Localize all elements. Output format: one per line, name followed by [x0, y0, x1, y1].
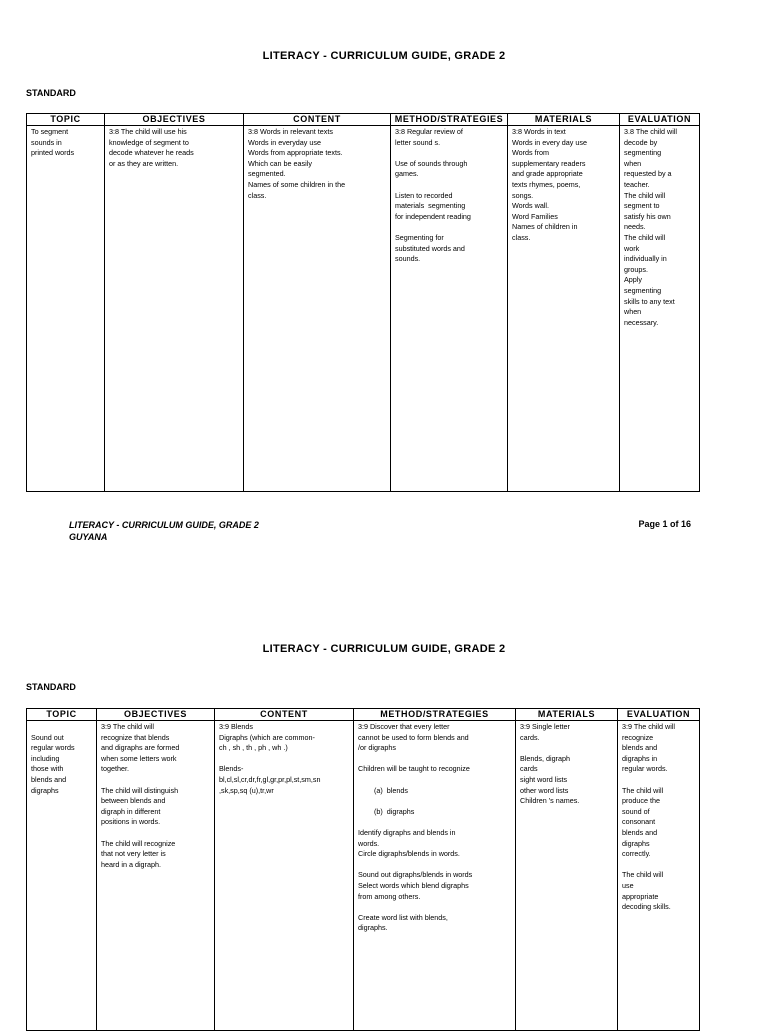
cell-text-line: songs.	[512, 190, 534, 200]
cell-text-line: needs.	[624, 222, 646, 232]
cell-text-line: The child will recognize	[101, 838, 176, 848]
cell-text-line: digraphs	[31, 785, 59, 795]
cell-text-line: teacher.	[624, 179, 650, 189]
footer-country: GUYANA	[69, 532, 108, 542]
cell-text-line: 3:9 The child will	[622, 722, 676, 731]
cell-text-line: Children will be taught to recognize	[358, 764, 470, 774]
cell-text-line: Words wall.	[512, 201, 550, 211]
cell-text-line: The child will distinguish	[101, 785, 179, 795]
cell-text-line: Listen to recorded	[395, 190, 453, 200]
cell-materials	[516, 721, 618, 1031]
cell-text-line: supplementary readers	[512, 158, 586, 168]
header-materials: MATERIALS	[508, 114, 620, 126]
header-content: CONTENT	[215, 709, 354, 721]
cell-text-line: 3:9 The child will	[101, 722, 155, 731]
cell-text-line: 3:9 Blends	[219, 722, 253, 731]
header-topic: TOPIC	[27, 114, 105, 126]
cell-text-line	[395, 148, 504, 159]
table-header-row	[27, 114, 700, 126]
cell-text-line: segment to	[624, 201, 660, 211]
cell-text-line	[101, 828, 211, 839]
cell-text-line: The child will	[624, 190, 666, 200]
cell-text-line: heard in a digraph.	[101, 859, 161, 869]
table-header-row	[27, 709, 700, 721]
cell-text-line: sight word lists	[520, 774, 568, 784]
cell-evaluation	[618, 721, 700, 1031]
cell-text-line	[622, 860, 696, 871]
cell-text-line: The child will	[622, 870, 664, 880]
cell-text-line: when	[624, 307, 642, 317]
cell-text-line: class.	[512, 232, 531, 242]
cell-text-line: work	[624, 243, 640, 253]
page-title: LITERACY - CURRICULUM GUIDE, GRADE 2	[262, 643, 506, 655]
cell-text-line: or as they are written.	[109, 158, 179, 168]
header-objectives: OBJECTIVES	[105, 114, 244, 126]
header-evaluation: EVALUATION	[618, 709, 700, 721]
cell-text-line: Create word list with blends,	[358, 912, 448, 922]
cell-text-line: Circle digraphs/blends in words.	[358, 849, 460, 859]
cell-topic	[27, 126, 105, 492]
cell-text-line	[358, 754, 512, 765]
cell-text-line: digraph in different	[101, 806, 161, 816]
cell-text-line: segmented.	[248, 169, 286, 179]
cell-text-line: Select words which blend digraphs	[358, 880, 469, 890]
cell-text-line: decoding skills.	[622, 902, 671, 912]
cell-text-line: for independent reading	[395, 211, 471, 221]
page-title: LITERACY - CURRICULUM GUIDE, GRADE 2	[262, 50, 506, 62]
cell-text-line: cannot be used to form blends and	[358, 732, 469, 742]
cell-objectives	[105, 126, 244, 492]
cell-text-line: (b) digraphs	[358, 806, 415, 816]
cell-text-line: Which can be easily	[248, 158, 312, 168]
cell-text-line: Blends, digraph	[520, 753, 570, 763]
cell-text-line: between blends and	[101, 796, 166, 806]
footer-title: LITERACY - CURRICULUM GUIDE, GRADE 2	[69, 520, 259, 530]
cell-text-line: Sound out digraphs/blends in words	[358, 870, 473, 880]
cell-content	[215, 721, 354, 1031]
cell-text-line: and grade appropriate	[512, 169, 583, 179]
cell-text-line: 3:9 Single letter	[520, 722, 570, 731]
cell-text-line: when some letters work	[101, 753, 177, 763]
cell-text-line: appropriate	[622, 891, 659, 901]
header-evaluation: EVALUATION	[620, 114, 700, 126]
cell-text-line: digraphs	[622, 838, 650, 848]
cell-text-line: blends and	[622, 743, 658, 753]
cell-text-line: Digraphs (which are common-	[219, 732, 315, 742]
header-content: CONTENT	[244, 114, 391, 126]
cell-text-line: Use of sounds through	[395, 158, 468, 168]
cell-text-line: individually in	[624, 254, 667, 264]
cell-text-line: 3.8 The child will	[624, 127, 678, 136]
cell-text-line: segmenting	[624, 285, 662, 295]
cell-text-line: 3:8 The child will use his	[109, 127, 187, 136]
cell-text-line: Segmenting for	[395, 232, 444, 242]
cell-text-line: The child will	[622, 785, 664, 795]
cell-text-line: recognize	[622, 732, 654, 742]
cell-text-line	[358, 902, 512, 913]
cell-text-line	[219, 754, 350, 765]
cell-text-line	[395, 222, 504, 233]
cell-text-line: Identify digraphs and blends in	[358, 827, 456, 837]
cell-topic	[27, 721, 97, 1031]
cell-content	[244, 126, 391, 492]
cell-text-line: 3:8 Words in relevant texts	[248, 127, 333, 136]
cell-text-line: regular words.	[622, 764, 668, 774]
curriculum-table	[26, 708, 700, 1031]
cell-text-line: and digraphs are formed	[101, 743, 180, 753]
cell-text-line: from among others.	[358, 891, 421, 901]
cell-text-line: recognize that blends	[101, 732, 170, 742]
cell-text-line: including	[31, 753, 60, 763]
cell-text-line	[358, 817, 512, 828]
cell-text-line: Sound out	[31, 732, 64, 742]
cell-text-line: knowledge of segment to	[109, 137, 189, 147]
cell-text-line: games.	[395, 169, 419, 179]
cell-text-line: substituted words and	[395, 243, 465, 253]
curriculum-table	[26, 113, 700, 492]
cell-text-line: digraphs in	[622, 753, 658, 763]
cell-text-line: 3:9 Discover that every letter	[358, 722, 450, 731]
cell-text-line: To segment	[31, 127, 69, 136]
cell-text-line: /or digraphs	[358, 743, 396, 753]
cell-text-line: consonant	[622, 817, 656, 827]
page-number: Page 1 of 16	[638, 519, 691, 529]
cell-text-line: decode whatever he reads	[109, 148, 194, 158]
cell-text-line: digraphs.	[358, 923, 388, 933]
cell-text-line: that not very letter is	[101, 849, 166, 859]
cell-text-line: materials segmenting	[395, 201, 466, 211]
cell-text-line: blends and	[31, 774, 67, 784]
cell-text-line: correctly.	[622, 849, 651, 859]
header-method-strategies: METHOD/STRATEGIES	[391, 114, 508, 126]
cell-text-line: (a) blends	[358, 785, 408, 795]
cell-text-line: Blends-	[219, 764, 244, 774]
cell-text-line: skills to any text	[624, 296, 675, 306]
header-topic: TOPIC	[27, 709, 97, 721]
cell-materials	[508, 126, 620, 492]
cell-text-line	[358, 796, 512, 807]
cell-text-line	[520, 743, 614, 754]
cell-text-line: Words from	[512, 148, 550, 158]
cell-text-line: Word Families	[512, 211, 558, 221]
cell-text-line: regular words	[31, 743, 75, 753]
cell-text-line: decode by	[624, 137, 658, 147]
cell-text-line: Children 's names.	[520, 796, 580, 806]
cell-text-line: groups.	[624, 264, 648, 274]
cell-text-line: sounds.	[395, 254, 421, 264]
cell-text-line: Names of some children in the	[248, 179, 346, 189]
cell-text-line: segmenting	[624, 148, 662, 158]
cell-text-line: blends and	[622, 827, 658, 837]
cell-text-line: together.	[101, 764, 129, 774]
cell-text-line: ch , sh , th , ph , wh .)	[219, 743, 288, 753]
cell-text-line: ,sk,sp,sq (u),tr,wr	[219, 785, 274, 795]
cell-objectives	[97, 721, 215, 1031]
header-materials: MATERIALS	[516, 709, 618, 721]
cell-text-line: bl,cl,sl,cr,dr,fr,gl,gr,pr,pl,st,sm,sn	[219, 774, 321, 784]
cell-text-line: other word lists	[520, 785, 569, 795]
cell-text-line: texts rhymes, poems,	[512, 179, 581, 189]
table-row	[27, 721, 700, 1031]
cell-text-line	[101, 775, 211, 786]
cell-text-line: The child will	[624, 232, 666, 242]
cell-text-line: cards.	[520, 732, 540, 742]
cell-text-line: produce the	[622, 796, 660, 806]
cell-text-line: sounds in	[31, 137, 62, 147]
cell-text-line: words.	[358, 838, 380, 848]
standard-label: STANDARD	[26, 88, 76, 98]
cell-text-line: 3:8 Words in text	[512, 127, 566, 136]
cell-text-line: Words from appropriate texts.	[248, 148, 343, 158]
cell-text-line: class.	[248, 190, 267, 200]
header-objectives: OBJECTIVES	[97, 709, 215, 721]
cell-text-line: satisfy his own	[624, 211, 671, 221]
cell-text-line: Words in everyday use	[248, 137, 321, 147]
cell-text-line	[358, 775, 512, 786]
cell-text-line	[395, 180, 504, 191]
cell-text-line: use	[622, 880, 634, 890]
cell-method-strategies	[354, 721, 516, 1031]
cell-text-line: necessary.	[624, 317, 659, 327]
cell-text-line: Names of children in	[512, 222, 578, 232]
cell-text-line	[358, 860, 512, 871]
cell-text-line: when	[624, 158, 642, 168]
cell-text-line: requested by a	[624, 169, 672, 179]
cell-method-strategies	[391, 126, 508, 492]
cell-text-line: Words in every day use	[512, 137, 587, 147]
cell-text-line: those with	[31, 764, 64, 774]
cell-text-line	[622, 775, 696, 786]
cell-text-line: sound of	[622, 806, 650, 816]
table-row	[27, 126, 700, 492]
cell-text-line	[31, 722, 93, 733]
cell-text-line: letter sound s.	[395, 137, 441, 147]
cell-evaluation	[620, 126, 700, 492]
cell-text-line: printed words	[31, 148, 75, 158]
cell-text-line: positions in words.	[101, 817, 161, 827]
cell-text-line: cards	[520, 764, 538, 774]
header-method-strategies: METHOD/STRATEGIES	[354, 709, 516, 721]
cell-text-line: Apply	[624, 275, 642, 285]
standard-label: STANDARD	[26, 682, 76, 692]
page-footer	[69, 519, 259, 543]
cell-text-line: 3:8 Regular review of	[395, 127, 463, 136]
